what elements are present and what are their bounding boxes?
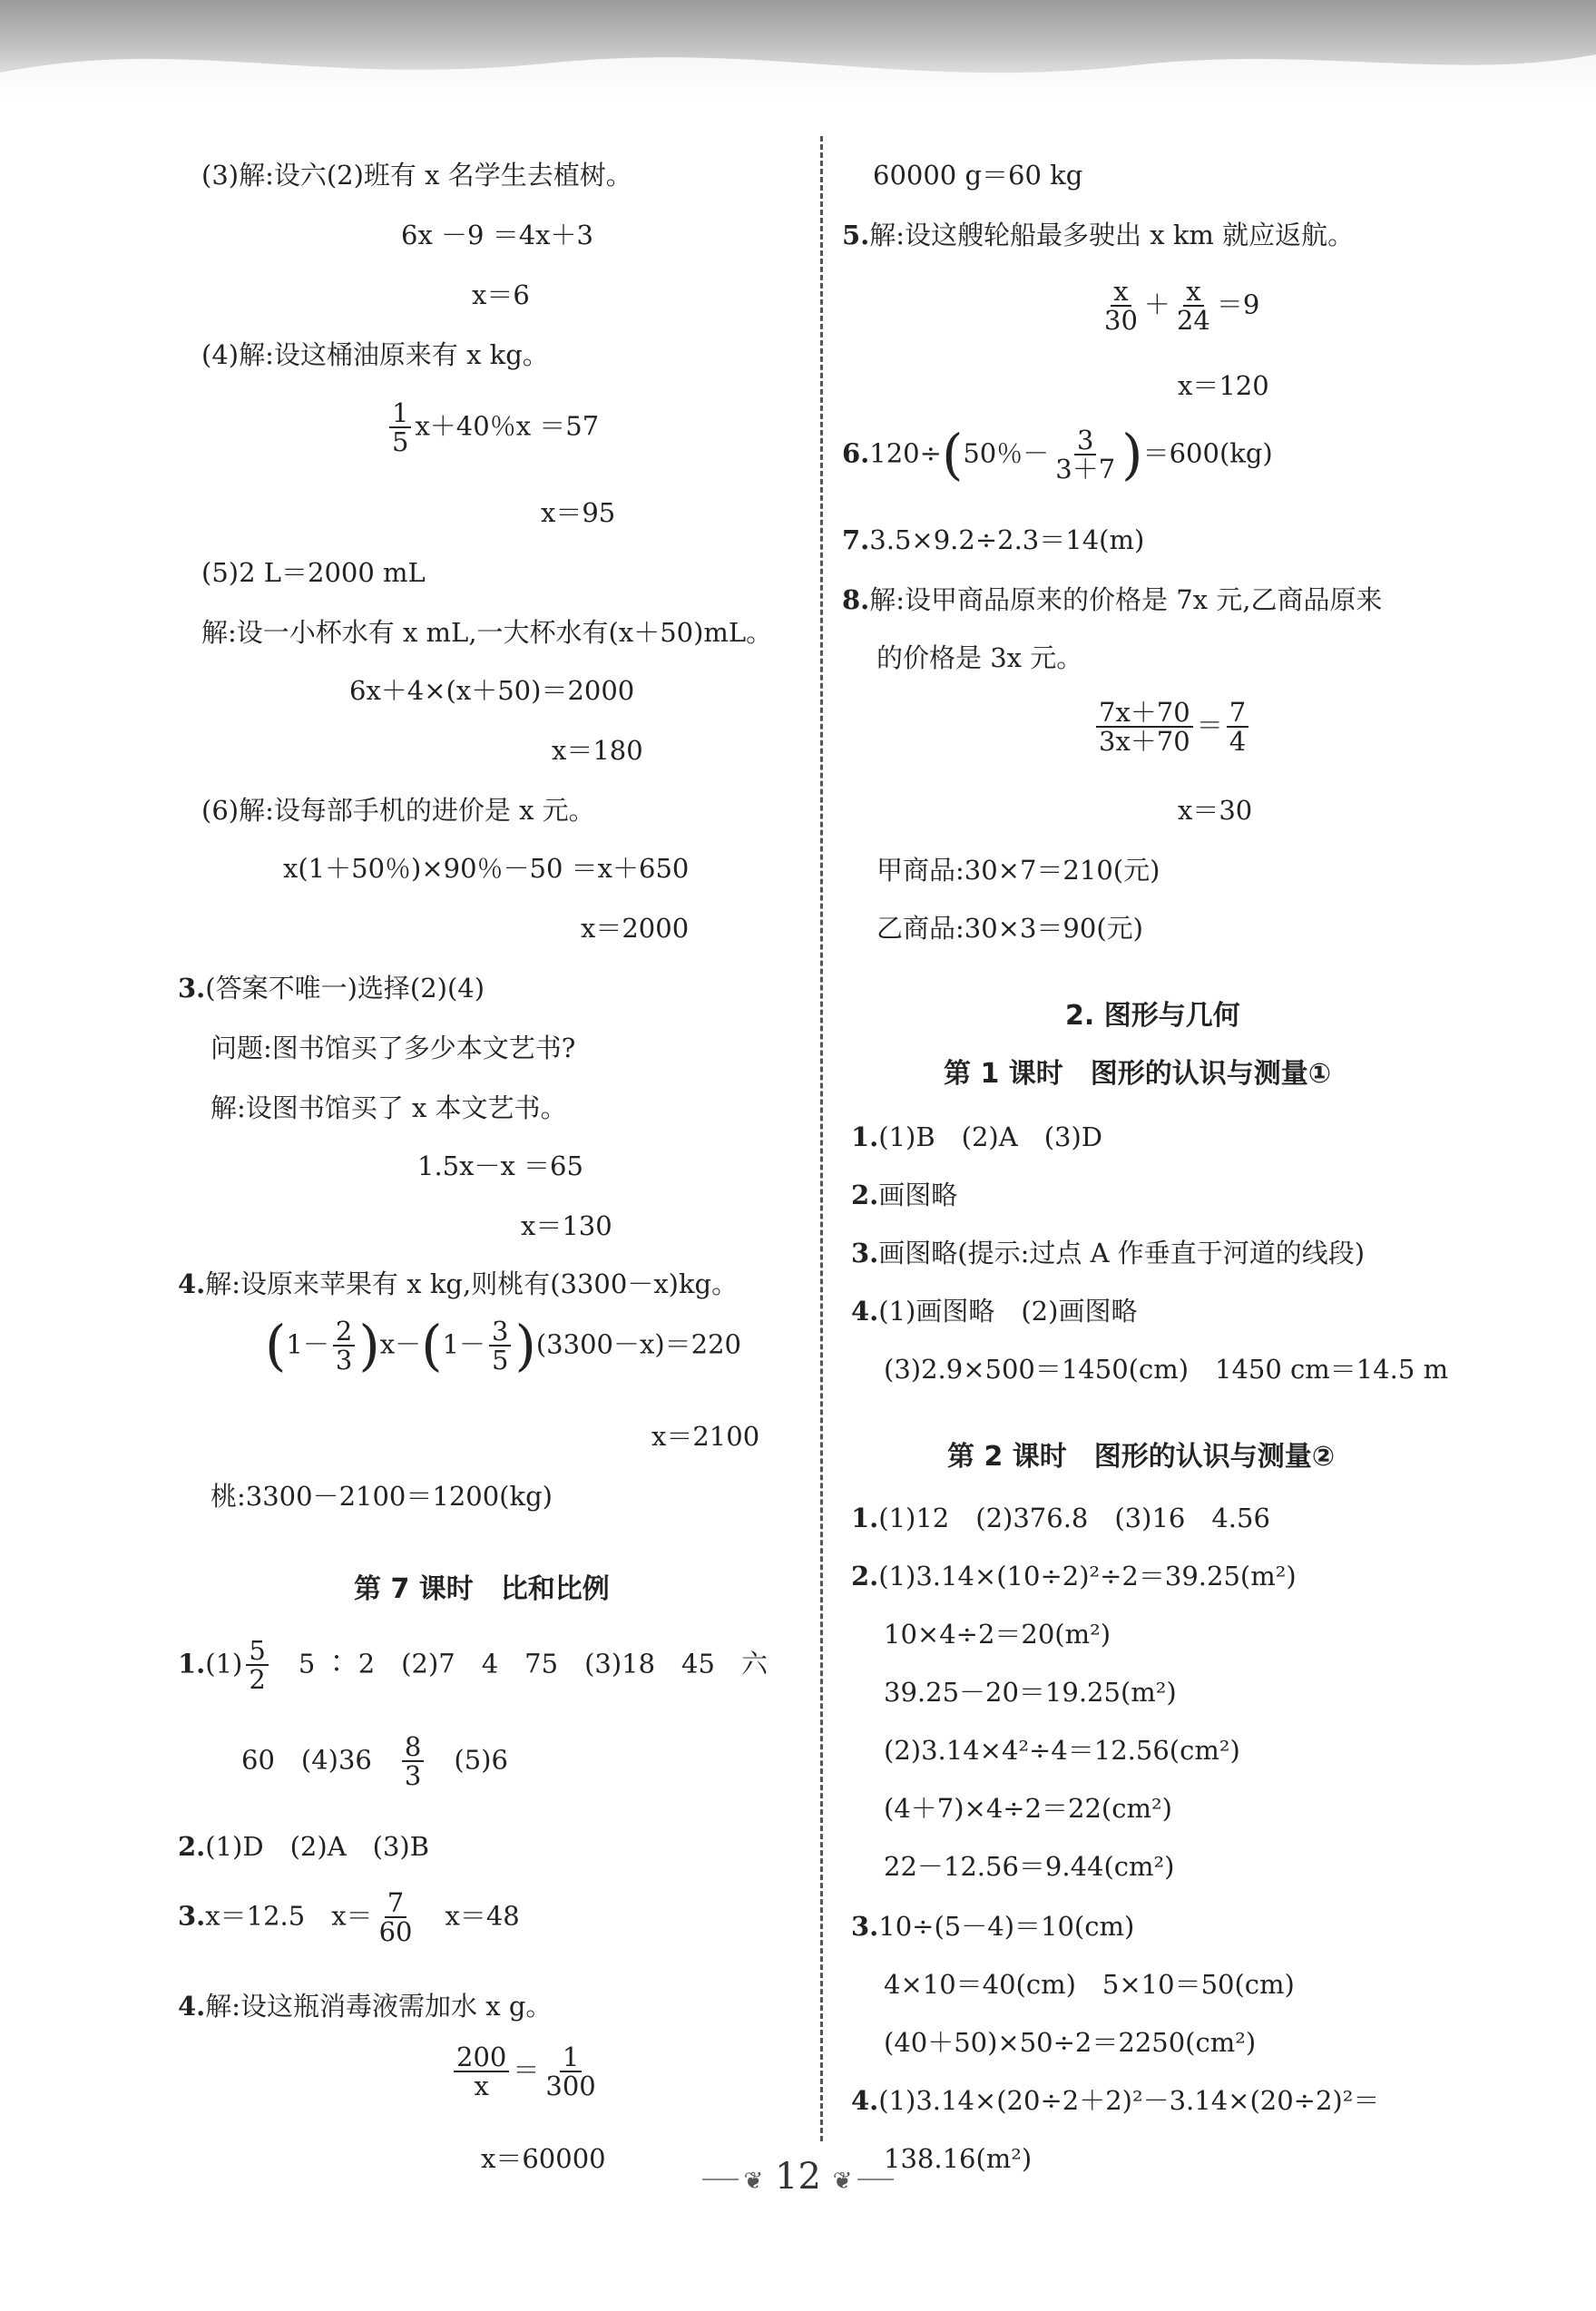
fraction: $\frac{1}{5}$ [389,399,411,456]
equation-line: x＝130 [521,1210,612,1241]
answer-line: 60 (4)36 $\frac{8}{3}$ (5)6 [241,1731,508,1792]
equation-line: $\frac{7x+70}{3x+70}$ ＝ $\frac{7}{4}$ [1092,699,1252,756]
equation-line: x＝120 [1178,370,1269,401]
lesson-heading-1: 第 1 课时 图形的认识与测量① [944,1058,1332,1090]
question-1: 1.(1) $\frac{5}{2}$ 5 ∶ 2 (2)7 4 75 (3)18 45 六 [178,1635,768,1696]
answer-line: 60000 g＝60 kg [873,160,1083,191]
answer-line: 138.16(m²) [884,2143,1033,2174]
fraction: $\frac{200}{x}$ [454,2043,509,2100]
page-number: 12 [775,2156,821,2198]
answer-line: 10×4÷2＝20(m²) [884,1619,1111,1650]
question-2: 2.画图略 [851,1180,958,1210]
question-3: 3.x＝12.5 x＝ $\frac{7}{60}$ x＝48 [178,1887,520,1948]
equation-line: $\frac{1}{5}$ x＋40％x ＝57 [386,399,599,456]
answer-line: (40＋50)×50÷2＝2250(cm²) [884,2027,1257,2058]
equation-line: 6x＋4×(x＋50)＝2000 [349,675,635,706]
answer-line: 问题:图书馆买了多少本文艺书? [211,1033,576,1063]
answer-line: (2)3.14×4²÷4＝12.56(cm²) [884,1735,1240,1766]
question-6: 6.120÷(50％－ $\frac{3}{3+7}$ )＝600(kg) [842,423,1273,487]
answer-line: (4)解:设这桶油原来有 x kg。 [201,339,549,370]
equation-line: x＝30 [1178,795,1253,826]
answer-line: 39.25－20＝19.25(m²) [884,1677,1177,1708]
question-5: 5.解:设这艘轮船最多驶出 x km 就应返航。 [842,220,1355,250]
question-4: 4.(1)3.14×(20÷2＋2)²－3.14×(20÷2)²＝ [851,2085,1380,2116]
equation-line: x＝6 [472,279,530,310]
answer-line: (4＋7)×4÷2＝22(cm²) [884,1793,1172,1824]
answer-line: (6)解:设每部手机的进价是 x 元。 [201,795,595,826]
answer-line: 乙商品:30×3＝90(元) [876,913,1143,944]
fraction: $\frac{8}{3}$ [402,1733,424,1790]
equation-line: x＝95 [541,497,616,528]
answer-line: (3)解:设六(2)班有 x 名学生去植树。 [201,160,632,191]
fraction: $\frac{3}{5}$ [489,1317,511,1375]
lesson-heading-2: 第 2 课时 图形的认识与测量② [947,1441,1336,1473]
answer-line: 甲商品:30×7＝210(元) [876,855,1160,886]
question-4: 4.解:设这瓶消毒液需加水 x g。 [178,1991,553,2022]
answer-line: (5)2 L＝2000 mL [201,557,426,588]
equation-line: x＝2000 [581,913,690,944]
question-2: 2.(1)D (2)A (3)B [178,1831,430,1862]
fraction: $\frac{7x+70}{3x+70}$ [1096,699,1193,756]
footer-rule [702,2179,739,2180]
answer-line: 4×10＝40(cm) 5×10＝50(cm) [884,1969,1295,2000]
question-8: 8.解:设甲商品原来的价格是 7x 元,乙商品原来 [842,584,1383,615]
answer-line: 桃:3300－2100＝1200(kg) [211,1481,553,1512]
equation-line: 1.5x－x ＝65 [417,1151,583,1181]
fraction: $\frac{7}{60}$ [378,1887,413,1948]
equation-line: $\frac{200}{x}$ ＝ $\frac{1}{300}$ [450,2043,602,2100]
leaf-icon: ❦ [743,2168,764,2195]
footer-rule [857,2179,894,2180]
answer-line: 解:设一小杯水有 x mL,一大杯水有(x＋50)mL。 [201,617,773,648]
fraction: $\frac{1}{300}$ [545,2042,596,2102]
question-3: 3.10÷(5－4)＝10(cm) [851,1911,1135,1942]
wave-shape [0,0,1596,109]
equation-line: x＝60000 [481,2143,606,2174]
fraction: $\frac{3}{3+7}$ [1055,425,1116,485]
equation-line: (1－ $\frac{2}{3}$ )x－(1－ $\frac{3}{5}$ )(3300－x)＝220 [265,1314,741,1378]
equation-line: $\frac{x}{30}$ ＋ $\frac{x}{24}$ ＝9 [1098,278,1259,335]
page-number-footer [0,2155,1596,2198]
fraction: $\frac{5}{2}$ [246,1637,268,1694]
question-1: 1.(1)12 (2)376.8 (3)16 4.56 [851,1503,1270,1533]
equation-line: x(1＋50％)×90％－50 ＝x＋650 [283,853,690,884]
question-3: 3.(答案不唯一)选择(2)(4) [178,973,485,1004]
fraction: $\frac{x}{30}$ [1104,276,1138,337]
answer-line: (3)2.9×500＝1450(cm) 1450 cm＝14.5 m [884,1354,1449,1385]
answer-line: 的价格是 3x 元。 [876,642,1083,673]
answer-line: 解:设图书馆买了 x 本文艺书。 [211,1092,567,1123]
question-7: 7.3.5×9.2÷2.3＝14(m) [842,524,1145,555]
section-heading: 2. 图形与几何 [1065,1000,1240,1032]
column-divider [820,136,823,2141]
fraction: $\frac{7}{4}$ [1227,699,1248,756]
question-3: 3.画图略(提示:过点 A 作垂直于河道的线段) [851,1238,1366,1268]
question-2: 2.(1)3.14×(10÷2)²÷2＝39.25(m²) [851,1561,1297,1591]
question-4: 4.解:设原来苹果有 x kg,则桃有(3300－x)kg。 [178,1268,739,1299]
top-decorative-band [0,0,1596,109]
leaf-icon: ❦ [832,2168,853,2195]
answer-line: 22－12.56＝9.44(cm²) [884,1851,1175,1882]
equation-line: x＝180 [552,735,643,766]
equation-line: 6x －9 ＝4x＋3 [401,220,593,250]
equation-line: x＝2100 [651,1421,760,1452]
fraction: $\frac{2}{3}$ [333,1317,355,1375]
question-1: 1.(1)B (2)A (3)D [851,1121,1103,1152]
lesson-heading-7: 第 7 课时 比和比例 [354,1573,610,1605]
question-4: 4.(1)画图略 (2)画图略 [851,1296,1138,1327]
fraction: $\frac{x}{24}$ [1176,276,1210,337]
